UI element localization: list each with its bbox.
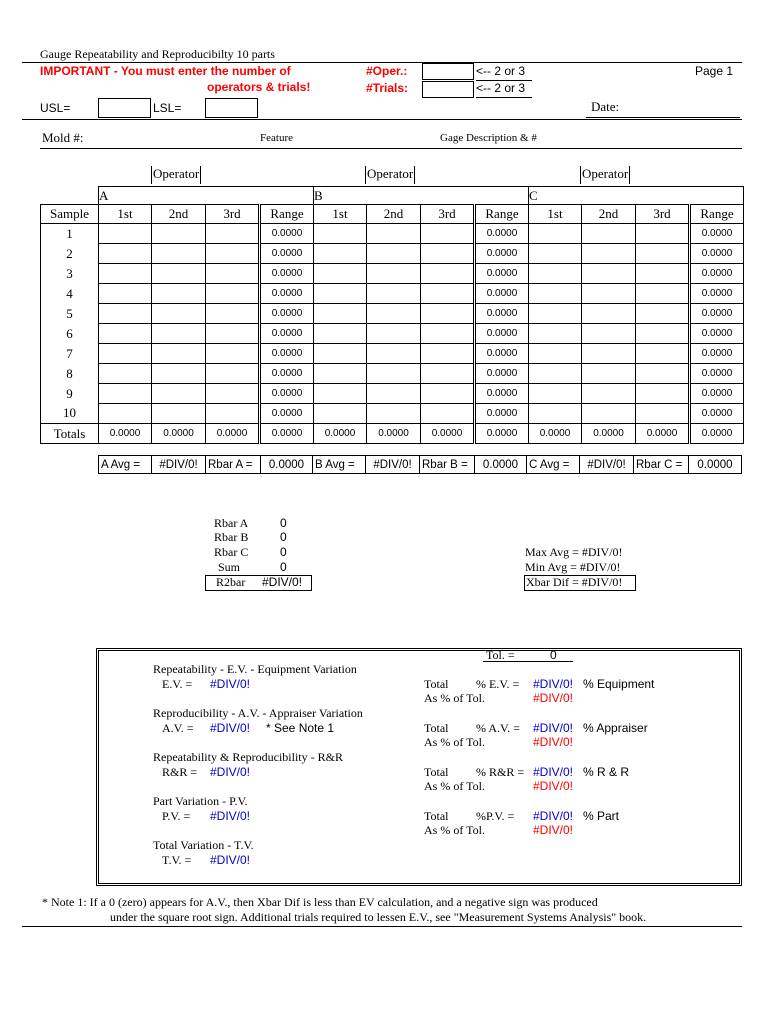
averages-row <box>98 455 742 474</box>
measurement-cell[interactable] <box>636 344 690 364</box>
measurement-cell[interactable] <box>529 344 582 364</box>
mold-label: Mold #: <box>42 130 84 145</box>
measurement-cell[interactable] <box>99 244 152 264</box>
measurement-cell[interactable] <box>367 404 421 424</box>
range-cell: 0.0000 <box>690 404 744 424</box>
measurement-cell[interactable] <box>206 224 260 244</box>
r2bar-value: #DIV/0! <box>262 575 303 589</box>
range-cell: 0.0000 <box>475 344 529 364</box>
pct-pv-total: Total <box>424 809 449 823</box>
total-cell: 0.0000 <box>314 424 367 444</box>
range-cell: 0.0000 <box>690 264 744 284</box>
column-header-row <box>41 205 744 224</box>
pct-pv-suffix: % Part <box>583 809 620 823</box>
note-line2: under the square root sign. Additional trials required to lessen E.V., see "Measurement Systems Analysis" book. <box>110 910 647 924</box>
pct-ev-tol-value: #DIV/0! <box>533 691 574 705</box>
rr-label: R&R = <box>162 765 198 779</box>
range-cell: 0.0000 <box>475 364 529 384</box>
column-header: 2nd <box>367 205 421 224</box>
measurement-cell[interactable] <box>582 304 636 324</box>
pct-av-tol-value: #DIV/0! <box>533 735 574 749</box>
pct-rr-value: #DIV/0! <box>533 765 574 779</box>
range-cell: 0.0000 <box>475 264 529 284</box>
measurement-cell[interactable] <box>206 404 260 424</box>
pct-av-as-tol: As % of Tol. <box>424 735 485 749</box>
measurement-cell[interactable] <box>636 384 690 404</box>
table-row <box>41 324 744 344</box>
rr-title: Repeatability & Reproducibility - R&R <box>153 750 343 764</box>
measurement-cell[interactable] <box>421 364 475 384</box>
measurement-cell[interactable] <box>582 404 636 424</box>
measurement-cell[interactable] <box>206 244 260 264</box>
tv-label: T.V. = <box>162 853 192 867</box>
range-cell: 0.0000 <box>690 304 744 324</box>
totals-row <box>41 424 744 444</box>
pct-av-value: #DIV/0! <box>533 721 574 735</box>
range-cell: 0.0000 <box>260 284 314 304</box>
pct-rr-label: % R&R = <box>476 765 525 779</box>
measurement-cell[interactable] <box>152 344 206 364</box>
header-top-rule <box>22 62 742 63</box>
measurement-cell[interactable] <box>421 244 475 264</box>
measurement-cell[interactable] <box>421 304 475 324</box>
total-cell: 0.0000 <box>421 424 475 444</box>
measurement-cell[interactable] <box>529 284 582 304</box>
measurement-cell[interactable] <box>582 324 636 344</box>
measurement-cell[interactable] <box>367 224 421 244</box>
average-label: A Avg = <box>99 456 152 474</box>
sample-number: 8 <box>41 364 99 384</box>
operator-b-label: Operator <box>365 166 415 184</box>
measurement-cell[interactable] <box>421 284 475 304</box>
feature-label: Feature <box>260 132 293 144</box>
measurement-cell[interactable] <box>636 244 690 264</box>
header-mid-rule <box>22 119 742 120</box>
measurement-cell[interactable] <box>99 224 152 244</box>
min-avg: Min Avg = #DIV/0! <box>525 560 621 574</box>
measurement-cell[interactable] <box>421 404 475 424</box>
sample-number: 4 <box>41 284 99 304</box>
measurement-cell[interactable] <box>99 284 152 304</box>
average-value: 0.0000 <box>261 456 313 474</box>
table-row <box>41 264 744 284</box>
column-header: 3rd <box>206 205 260 224</box>
sample-number: 7 <box>41 344 99 364</box>
measurement-cell[interactable] <box>636 224 690 244</box>
range-cell: 0.0000 <box>475 304 529 324</box>
measurement-cell[interactable] <box>99 304 152 324</box>
av-note: * See Note 1 <box>266 721 335 735</box>
pv-label: P.V. = <box>162 809 191 823</box>
table-row <box>41 224 744 244</box>
xbar-dif: Xbar Dif = #DIV/0! <box>526 575 623 589</box>
measurement-cell[interactable] <box>206 324 260 344</box>
range-cell: 0.0000 <box>690 284 744 304</box>
measurement-cell[interactable] <box>582 344 636 364</box>
av-title: Reproducibility - A.V. - Appraiser Variation <box>153 706 363 720</box>
average-label: Rbar B = <box>420 456 475 474</box>
sample-number: 6 <box>41 324 99 344</box>
measurement-cell[interactable] <box>529 224 582 244</box>
measurement-cell[interactable] <box>636 284 690 304</box>
tol-label: Tol. = <box>486 648 515 662</box>
oper-input[interactable] <box>422 63 474 80</box>
range-cell: 0.0000 <box>260 324 314 344</box>
operator-group-a: A <box>99 187 314 205</box>
av-label: A.V. = <box>162 721 194 735</box>
oper-label: #Oper.: <box>366 64 408 78</box>
measurement-cell[interactable] <box>582 284 636 304</box>
column-header: 1st <box>529 205 582 224</box>
pct-av-label: % A.V. = <box>476 721 520 735</box>
operator-group-c: C <box>529 187 744 205</box>
measurement-cell[interactable] <box>367 304 421 324</box>
lsl-label: LSL= <box>153 101 182 115</box>
pct-av-suffix: % Appraiser <box>583 721 648 735</box>
measurement-cell[interactable] <box>636 304 690 324</box>
measurement-cell[interactable] <box>636 324 690 344</box>
sample-number: 3 <box>41 264 99 284</box>
total-cell: 0.0000 <box>475 424 529 444</box>
average-value: 0.0000 <box>689 456 742 474</box>
column-header: 2nd <box>582 205 636 224</box>
measurement-cell[interactable] <box>206 304 260 324</box>
total-cell: 0.0000 <box>206 424 260 444</box>
operator-c-label: Operator <box>580 166 630 184</box>
measurement-cell[interactable] <box>582 224 636 244</box>
lsl-input[interactable] <box>205 98 258 118</box>
r2bar-label: R2bar <box>216 575 246 589</box>
measurement-cell[interactable] <box>636 264 690 284</box>
column-header: Range <box>260 205 314 224</box>
totals-label: Totals <box>41 424 99 444</box>
date-field[interactable] <box>586 117 740 118</box>
average-label: Rbar A = <box>206 456 261 474</box>
trials-hint-rule <box>476 97 532 98</box>
measurement-cell[interactable] <box>421 344 475 364</box>
measurement-cell[interactable] <box>206 364 260 384</box>
sum-value: 0 <box>280 560 287 574</box>
av-value: #DIV/0! <box>210 721 251 735</box>
measurement-cell[interactable] <box>421 324 475 344</box>
measurement-cell[interactable] <box>99 364 152 384</box>
measurement-cell[interactable] <box>314 344 367 364</box>
operator-group-b: B <box>314 187 529 205</box>
table-row <box>41 344 744 364</box>
footer-rule <box>22 926 742 927</box>
header-bottom-rule <box>40 148 742 149</box>
table-row <box>41 244 744 264</box>
measurement-cell[interactable] <box>99 384 152 404</box>
pct-rr-suffix: % R & R <box>583 765 630 779</box>
range-cell: 0.0000 <box>690 324 744 344</box>
gage-description-label: Gage Description & # <box>440 132 537 144</box>
pct-ev-label: % E.V. = <box>476 677 520 691</box>
measurement-cell[interactable] <box>206 344 260 364</box>
sample-number: 2 <box>41 244 99 264</box>
measurement-cell[interactable] <box>99 344 152 364</box>
rbar-a-label: Rbar A <box>214 516 249 530</box>
measurement-cell[interactable] <box>529 324 582 344</box>
table-row <box>41 404 744 424</box>
measurement-cell[interactable] <box>582 364 636 384</box>
rbar-a-value: 0 <box>280 516 287 530</box>
pv-value: #DIV/0! <box>210 809 251 823</box>
range-cell: 0.0000 <box>690 344 744 364</box>
measurement-cell[interactable] <box>421 264 475 284</box>
rbar-c-value: 0 <box>280 545 287 559</box>
pct-rr-tol-value: #DIV/0! <box>533 779 574 793</box>
sample-number: 10 <box>41 404 99 424</box>
ev-title: Repeatability - E.V. - Equipment Variation <box>153 662 357 676</box>
measurement-cell[interactable] <box>367 324 421 344</box>
form-title: Gauge Repeatability and Reproducibilty 10 parts <box>40 47 275 61</box>
average-value: #DIV/0! <box>152 456 206 474</box>
measurement-cell[interactable] <box>206 264 260 284</box>
measurement-cell[interactable] <box>152 324 206 344</box>
ev-label: E.V. = <box>162 677 193 691</box>
range-cell: 0.0000 <box>260 264 314 284</box>
usl-label: USL= <box>40 101 71 115</box>
important-notice-line2: operators & trials! <box>207 80 311 94</box>
column-header: 2nd <box>152 205 206 224</box>
measurement-cell[interactable] <box>314 324 367 344</box>
measurement-cell[interactable] <box>206 384 260 404</box>
measurement-cell[interactable] <box>529 384 582 404</box>
measurement-cell[interactable] <box>152 404 206 424</box>
average-label: Rbar C = <box>634 456 689 474</box>
measurement-cell[interactable] <box>99 264 152 284</box>
measurement-cell[interactable] <box>367 384 421 404</box>
measurement-cell[interactable] <box>367 344 421 364</box>
measurement-cell[interactable] <box>314 244 367 264</box>
measurement-cell[interactable] <box>152 304 206 324</box>
range-cell: 0.0000 <box>475 244 529 264</box>
sample-number: 1 <box>41 224 99 244</box>
measurement-cell[interactable] <box>206 284 260 304</box>
average-value: #DIV/0! <box>366 456 420 474</box>
range-cell: 0.0000 <box>690 244 744 264</box>
range-cell: 0.0000 <box>260 364 314 384</box>
trials-hint: <-- 2 or 3 <box>476 81 526 95</box>
operator-group-row <box>41 187 744 205</box>
pct-rr-total: Total <box>424 765 449 779</box>
measurement-cell[interactable] <box>636 364 690 384</box>
measurement-cell[interactable] <box>636 404 690 424</box>
measurement-cell[interactable] <box>314 284 367 304</box>
measurement-cell[interactable] <box>367 364 421 384</box>
range-cell: 0.0000 <box>475 324 529 344</box>
date-label: Date: <box>591 99 620 114</box>
tv-title: Total Variation - T.V. <box>153 838 254 852</box>
rbar-c-label: Rbar C <box>214 545 249 559</box>
range-cell: 0.0000 <box>475 384 529 404</box>
measurement-cell[interactable] <box>152 264 206 284</box>
sample-number: 5 <box>41 304 99 324</box>
range-cell: 0.0000 <box>475 404 529 424</box>
column-header: Range <box>690 205 744 224</box>
range-cell: 0.0000 <box>260 404 314 424</box>
total-cell: 0.0000 <box>636 424 690 444</box>
average-value: 0.0000 <box>475 456 527 474</box>
tol-input[interactable] <box>483 661 573 662</box>
pct-ev-as-tol: As % of Tol. <box>424 691 485 705</box>
range-cell: 0.0000 <box>260 384 314 404</box>
pct-ev-total: Total <box>424 677 449 691</box>
range-cell: 0.0000 <box>260 244 314 264</box>
total-cell: 0.0000 <box>99 424 152 444</box>
measurement-cell[interactable] <box>529 364 582 384</box>
pct-ev-value: #DIV/0! <box>533 677 574 691</box>
trials-input[interactable] <box>422 81 474 98</box>
total-cell: 0.0000 <box>367 424 421 444</box>
total-cell: 0.0000 <box>529 424 582 444</box>
page-number: Page 1 <box>695 64 734 78</box>
pct-pv-value: #DIV/0! <box>533 809 574 823</box>
pct-pv-as-tol: As % of Tol. <box>424 823 485 837</box>
measurement-cell[interactable] <box>582 244 636 264</box>
total-cell: 0.0000 <box>260 424 314 444</box>
measurement-cell[interactable] <box>367 284 421 304</box>
measurement-cell[interactable] <box>314 384 367 404</box>
pct-ev-suffix: % Equipment <box>583 677 655 691</box>
total-cell: 0.0000 <box>690 424 744 444</box>
sample-number: 9 <box>41 384 99 404</box>
pct-rr-as-tol: As % of Tol. <box>424 779 485 793</box>
ev-value: #DIV/0! <box>210 677 251 691</box>
max-avg: Max Avg = #DIV/0! <box>525 545 623 559</box>
trials-label: #Trials: <box>366 81 409 95</box>
range-cell: 0.0000 <box>475 284 529 304</box>
total-cell: 0.0000 <box>582 424 636 444</box>
tol-value: 0 <box>550 648 557 662</box>
column-header: 1st <box>99 205 152 224</box>
average-label: C Avg = <box>527 456 580 474</box>
average-value: #DIV/0! <box>580 456 634 474</box>
measurement-cell[interactable] <box>529 264 582 284</box>
measurement-cell[interactable] <box>367 244 421 264</box>
important-notice-line1: IMPORTANT - You must enter the number of <box>40 64 291 78</box>
measurement-cell[interactable] <box>421 384 475 404</box>
measurement-cell[interactable] <box>314 264 367 284</box>
rbar-b-value: 0 <box>280 530 287 544</box>
measurement-cell[interactable] <box>152 224 206 244</box>
measurement-cell[interactable] <box>421 224 475 244</box>
measurement-cell[interactable] <box>314 304 367 324</box>
range-cell: 0.0000 <box>260 304 314 324</box>
sum-label: Sum <box>218 560 241 574</box>
table-row <box>41 304 744 324</box>
measurement-cell[interactable] <box>367 264 421 284</box>
range-cell: 0.0000 <box>260 344 314 364</box>
measurement-cell[interactable] <box>99 324 152 344</box>
measurement-cell[interactable] <box>529 404 582 424</box>
operator-a-label: Operator <box>151 166 201 184</box>
column-header: 3rd <box>636 205 690 224</box>
table-row <box>41 284 744 304</box>
measurement-cell[interactable] <box>152 244 206 264</box>
pct-pv-label: %P.V. = <box>476 809 515 823</box>
measurement-cell[interactable] <box>152 284 206 304</box>
range-cell: 0.0000 <box>260 224 314 244</box>
range-cell: 0.0000 <box>690 224 744 244</box>
table-row <box>41 364 744 384</box>
measurement-table <box>40 186 744 444</box>
rr-value: #DIV/0! <box>210 765 251 779</box>
pct-av-total: Total <box>424 721 449 735</box>
range-cell: 0.0000 <box>690 384 744 404</box>
measurement-cell[interactable] <box>99 404 152 424</box>
table-row <box>41 384 744 404</box>
column-header: 3rd <box>421 205 475 224</box>
measurement-cell[interactable] <box>314 224 367 244</box>
measurement-cell[interactable] <box>314 404 367 424</box>
average-label: B Avg = <box>313 456 366 474</box>
pv-title: Part Variation - P.V. <box>153 794 248 808</box>
measurement-cell[interactable] <box>529 244 582 264</box>
measurement-cell[interactable] <box>529 304 582 324</box>
measurement-cell[interactable] <box>152 384 206 404</box>
note-line1: * Note 1: If a 0 (zero) appears for A.V., then Xbar Dif is less than EV calculation, and a negative sign was produced <box>42 895 598 909</box>
measurement-cell[interactable] <box>314 364 367 384</box>
group-blank-cell <box>41 187 99 205</box>
column-header: Sample <box>41 205 99 224</box>
column-header: Range <box>475 205 529 224</box>
measurement-cell[interactable] <box>582 384 636 404</box>
total-cell: 0.0000 <box>152 424 206 444</box>
range-cell: 0.0000 <box>690 364 744 384</box>
oper-hint: <-- 2 or 3 <box>476 64 526 78</box>
usl-input[interactable] <box>98 98 151 118</box>
range-cell: 0.0000 <box>475 224 529 244</box>
column-header: 1st <box>314 205 367 224</box>
measurement-cell[interactable] <box>582 264 636 284</box>
rbar-b-label: Rbar B <box>214 530 249 544</box>
tv-value: #DIV/0! <box>210 853 251 867</box>
measurement-cell[interactable] <box>152 364 206 384</box>
pct-pv-tol-value: #DIV/0! <box>533 823 574 837</box>
